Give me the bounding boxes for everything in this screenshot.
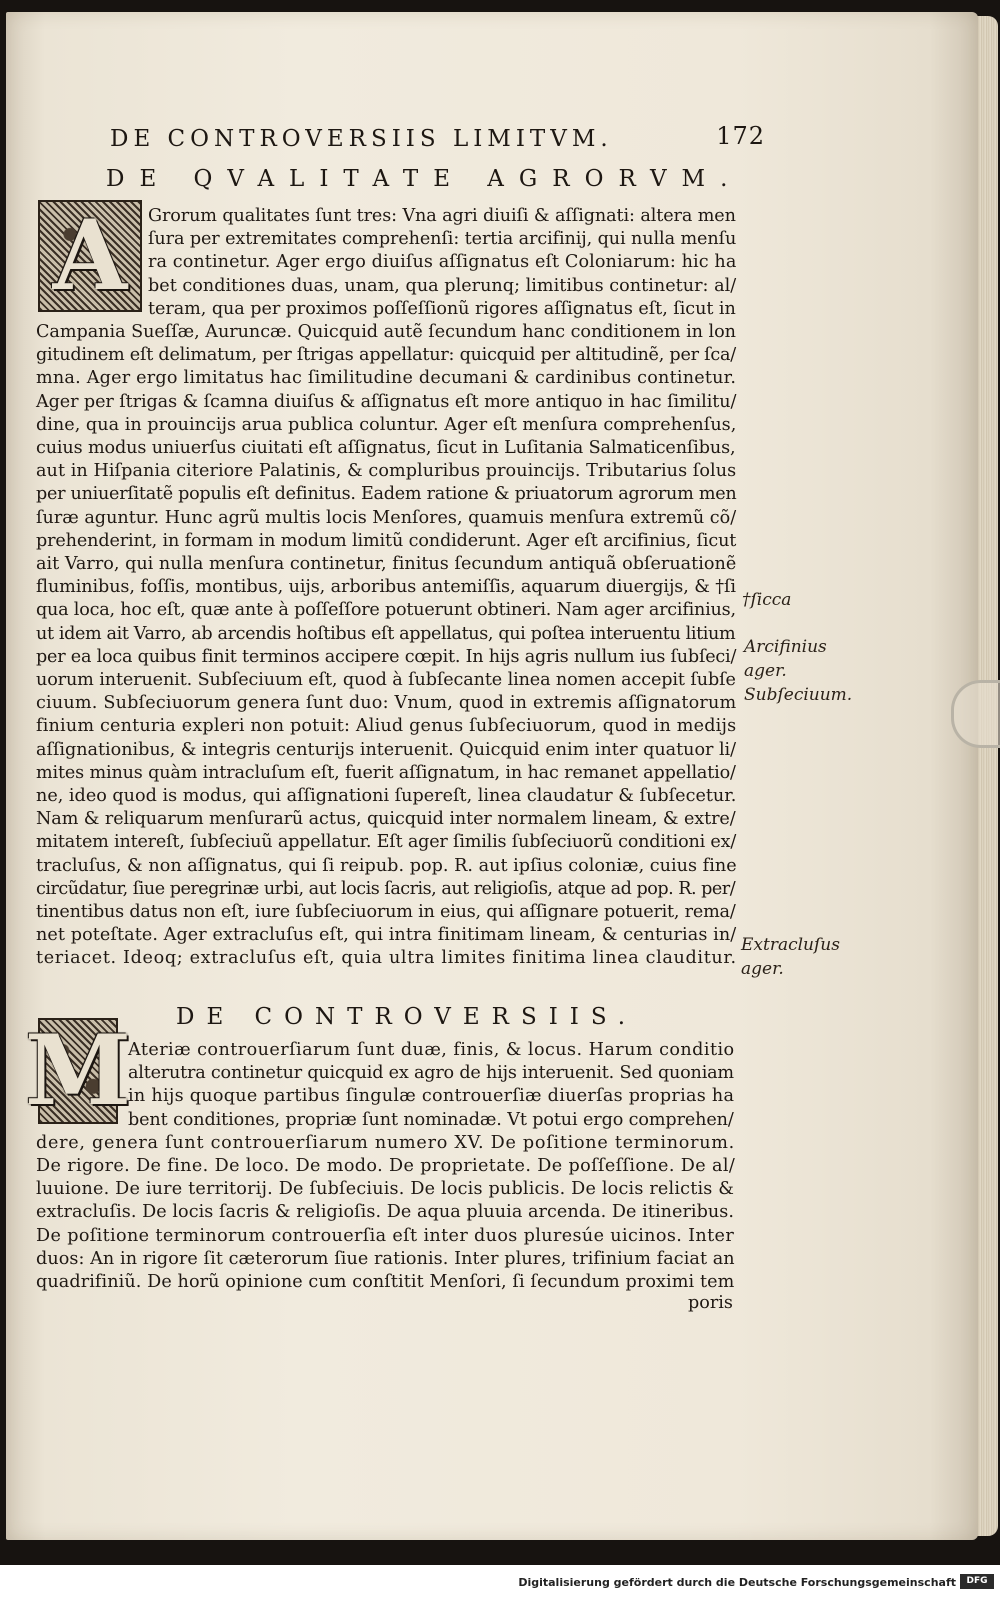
text-line: ne, ideo quod is modus, qui aſſignationi ſupereſt, linea claudatur & ſubſecetur. bbox=[36, 786, 737, 806]
text-line: tracluſus, & non aſſignatus, qui ſi reipub. pop. R. aut ipſius coloniæ, cuius fine bbox=[36, 855, 737, 876]
margin-note-arcifinius: Arcifinius bbox=[744, 637, 827, 657]
text-line: net poteſtate. Ager extracluſus eſt, qui intra finitimam lineam, & centurias in/ bbox=[36, 925, 737, 946]
text-line: Campania Sueſſæ, Auruncæ. Quicquid autẽ ſecundum hanc conditionem in lon bbox=[36, 322, 736, 342]
catchword: poris bbox=[688, 1293, 733, 1313]
initial-letter-m: M bbox=[24, 1014, 132, 1127]
text-line: quadrifiniũ. De horũ opinione cum conſtitit Menſori, ſi ſecundum proximi tem bbox=[36, 1272, 735, 1292]
text-line: per ea loca quibus finit terminos accipere cœpit. In hijs agris nullum ius ſubſeci/ bbox=[36, 646, 737, 667]
text-line: mites minus quàm intracluſum eſt, fuerit aſſignatum, in hac remanet appellatio/ bbox=[36, 762, 736, 783]
text-line: Grorum qualitates ſunt tres: Vna agri diuiſi & aſſignati: altera men bbox=[148, 206, 736, 226]
margin-note-sicca: †ſicca bbox=[742, 590, 792, 610]
running-title: DE CONTROVERSIIS LIMITVM. bbox=[110, 126, 613, 152]
text-line: Ateriæ controuerſiarum ſunt duæ, finis, & locus. Harum conditio bbox=[128, 1040, 735, 1060]
text-line: duos: An in rigore ſit cæterorum ſiue rationis. Inter plures, trifinium faciat an bbox=[36, 1248, 735, 1269]
text-line: De rigore. De fine. De loco. De modo. De proprietate. De poſſeſſione. De al/ bbox=[36, 1156, 736, 1176]
text-line: teram, qua per proximos poſſeſſionũ rigores aſſignatus eſt, ſicut in bbox=[148, 298, 736, 319]
margin-note-subseciuum: Subſeciuum. bbox=[744, 685, 853, 705]
text-line: Ager per ſtrigas & ſcamna diuiſus & aſſignatus eſt more antiquo in hac ſimilitu/ bbox=[36, 391, 737, 412]
folio-number: 172 bbox=[716, 122, 765, 150]
footer-bar bbox=[0, 1565, 1000, 1597]
text-line: ut idem ait Varro, ab arcendis hoſtibus eſt appellatus, qui poſtea interuentu litium bbox=[36, 623, 736, 644]
text-line: ait Varro, qui nulla menſura continetur, finitus ſecundum antiquã obſeruationẽ bbox=[36, 554, 737, 574]
text-line: fluminibus, foſſis, montibus, uijs, arboribus antemiſſis, aquarum diuergijs, & †ſi bbox=[36, 577, 736, 598]
page-clip bbox=[951, 680, 1000, 748]
text-line: uorum interuenit. Subſeciuum eſt, quod à ſubſecante linea nomen accepit ſubſe bbox=[36, 670, 736, 690]
text-line: finium centuria expleri non potuit: Aliud genus ſubſeciuorum, quod in medijs bbox=[36, 716, 737, 737]
margin-note-extraclusus: Extracluſus bbox=[741, 935, 840, 955]
dfg-logo: DFG bbox=[960, 1574, 994, 1589]
text-line: ſura per extremitates comprehenſi: tertia arcifinij, qui nulla menſu bbox=[148, 229, 737, 250]
running-head bbox=[110, 122, 765, 158]
text-line: qua loca, hoc eſt, quæ ante à poſſeſſore potuerunt obtineri. Nam ager arcifinius, bbox=[36, 600, 736, 621]
text-line: bet conditiones duas, unam, qua plerunq; limitibus continetur: al/ bbox=[148, 275, 737, 296]
margin-note-ager-2: ager. bbox=[741, 959, 784, 979]
decorated-initial-a bbox=[38, 200, 142, 312]
text-line: dine, qua in prouincijs arua publica coluntur. Ager eſt menſura comprehenſus, bbox=[36, 414, 737, 435]
text-line: luuione. De iure territorij. De ſubſeciuis. De locis publicis. De locis relictis & bbox=[36, 1179, 735, 1200]
text-line: teriacet. Ideoq; extracluſus eſt, quia ultra limites finitima linea clauditur. bbox=[36, 948, 737, 969]
text-line: aut in Hiſpania citeriore Palatinis, & compluribus prouincijs. Tributarius ſolus bbox=[36, 461, 737, 482]
text-line: gitudinem eſt delimatum, per ſtrigas appellatur: quicquid per altitudinẽ, per ſca/ bbox=[36, 345, 736, 366]
text-line: circũdatur, ſiue peregrinæ urbi, aut locis ſacris, aut religioſis, atque ad pop. R. per/ bbox=[36, 878, 736, 899]
text-line: dere, genera ſunt controuerſiarum numero XV. De poſitione terminorum. bbox=[36, 1132, 736, 1153]
text-line: ciuum. Subſeciuorum genera ſunt duo: Vnum, quod in extremis aſſignatorum bbox=[36, 693, 737, 714]
text-line: cuius modus uniuerſus ciuitati eſt aſſignatus, ſicut in Luſitania Salmaticenſibus, bbox=[36, 438, 736, 458]
text-line: aſſignationibus, & integris centurijs interuenit. Quicquid enim inter quatuor li/ bbox=[36, 739, 737, 760]
decorated-initial-m bbox=[24, 1014, 132, 1127]
text-line: mitatem intereſt, ſubſeciuũ appellatur. Eſt ager ſimilis ſubſeciuorũ conditioni ex/ bbox=[36, 832, 737, 853]
text-line: De poſitione terminorum controuerſia eſt inter duos pluresúe uicinos. Inter bbox=[36, 1225, 735, 1246]
text-line: ra continetur. Ager ergo diuiſus aſſignatus eſt Coloniarum: hic ha bbox=[148, 252, 737, 273]
section-title-controversiis: DE CONTROVERSIIS. bbox=[176, 1004, 638, 1030]
digitization-credit: Digitalisierung gefördert durch die Deutsche Forschungsgemeinschaft bbox=[518, 1576, 956, 1589]
section-title-qualitate: DE QVALITATE AGRORVM. bbox=[106, 166, 743, 192]
text-line: mna. Ager ergo limitatus hac ſimilitudine decumani & cardinibus continetur. bbox=[36, 368, 737, 389]
margin-note-ager: ager. bbox=[744, 661, 787, 681]
initial-letter-a: A bbox=[52, 199, 128, 312]
text-line: prehenderint, in formam in modum limitũ condiderunt. Ager eſt arcifinius, ſicut bbox=[36, 530, 737, 551]
text-line: in hijs quoque partibus ſingulæ controuerſiæ diuerſas proprias ha bbox=[128, 1086, 735, 1107]
text-line: alterutra continetur quicquid ex agro de hijs interuenit. Sed quoniam bbox=[128, 1063, 734, 1084]
text-line: tinentibus datus non eſt, iure ſubſeciuorum in eius, qui aſſignare potuerit, rema/ bbox=[36, 902, 736, 922]
text-line: ſuræ aguntur. Hunc agrũ multis locis Menſores, quamuis menſura extremũ cõ/ bbox=[36, 507, 737, 528]
text-line: Nam & reliquarum menſurarũ actus, quicquid inter normalem lineam, & extre/ bbox=[36, 809, 736, 830]
text-line: bent conditiones, propriæ ſunt nominadæ. Vt potui ergo comprehen/ bbox=[128, 1109, 734, 1130]
text-line: per uniuerſitatẽ populis eſt definitus. Eadem ratione & priuatorum agrorum men bbox=[36, 484, 737, 505]
text-line: extracluſis. De locis ſacris & religioſis. De aqua pluuia arcenda. De itineribus. bbox=[36, 1202, 735, 1223]
